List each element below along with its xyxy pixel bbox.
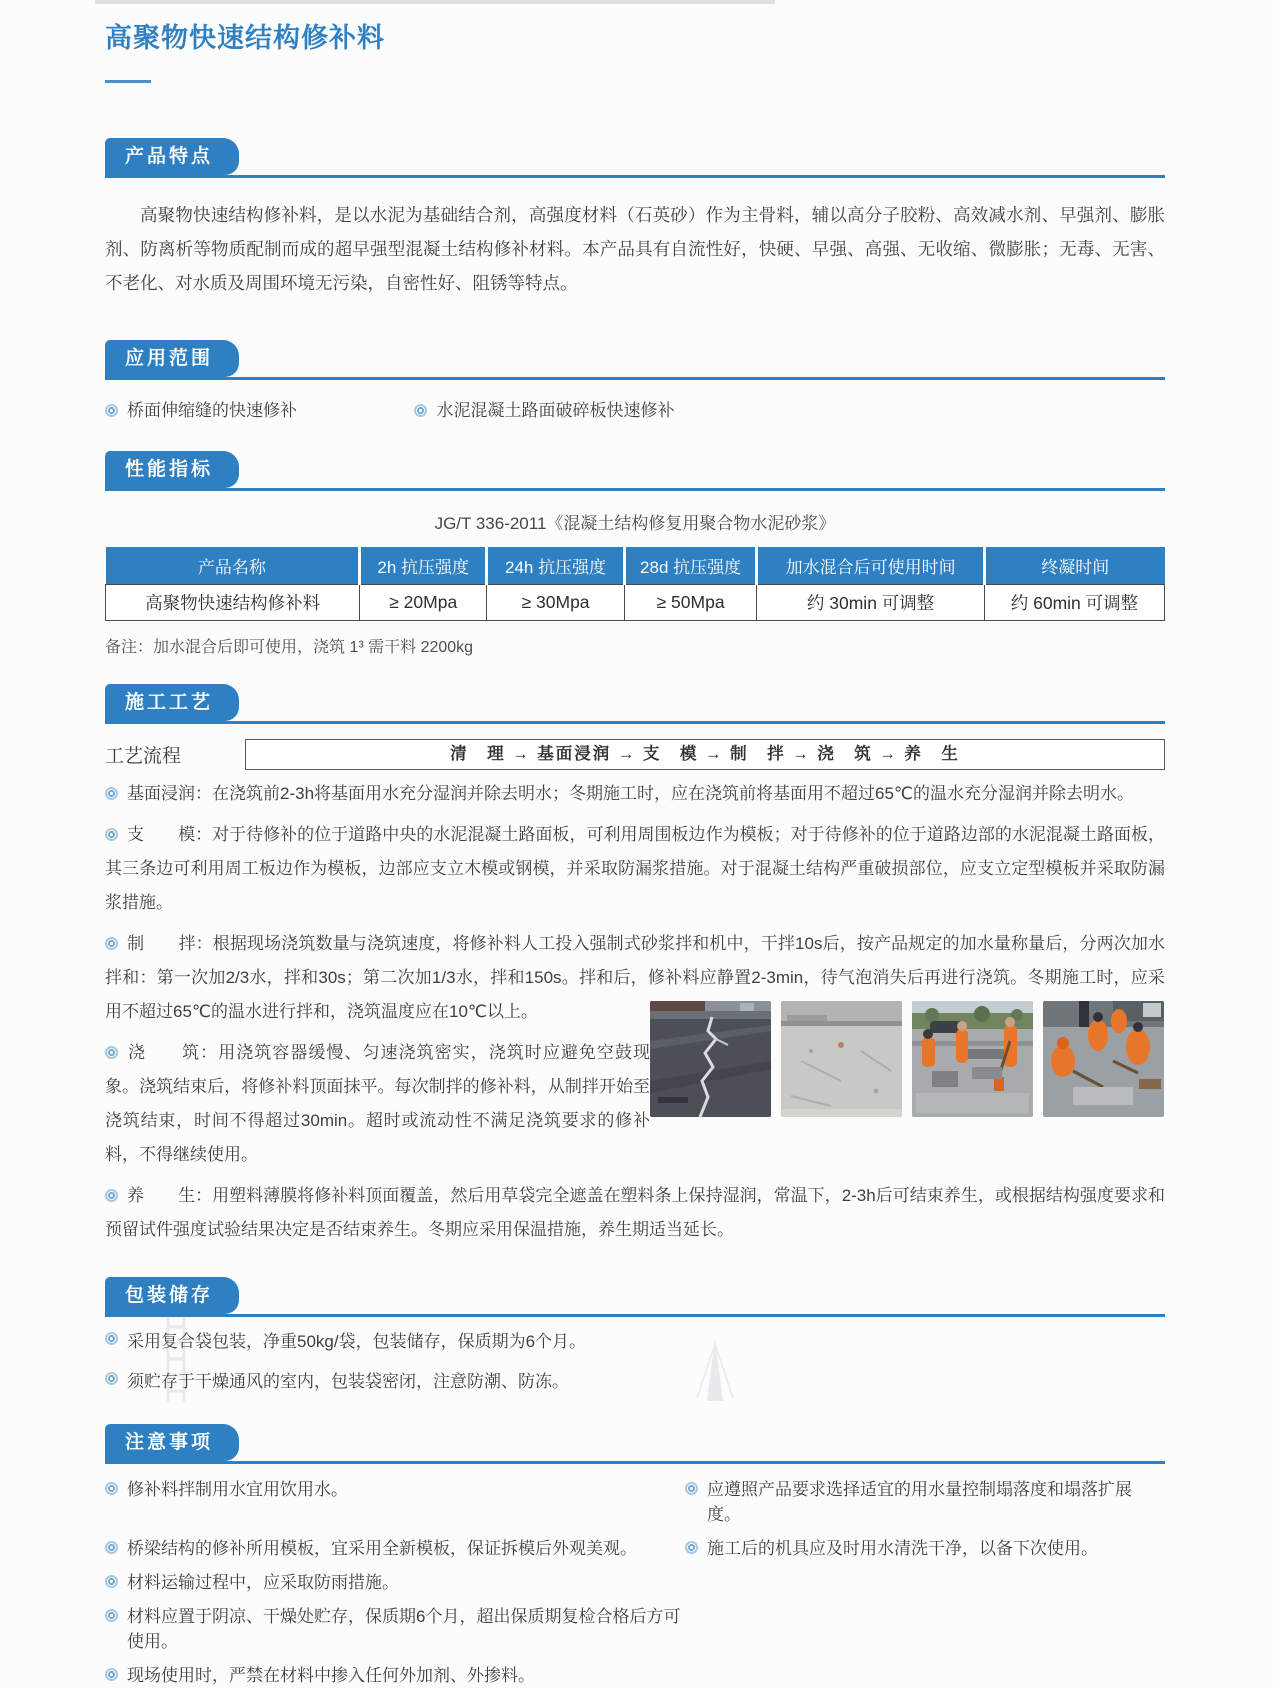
note-label: 桥梁结构的修补所用模板，宜采用全新模板，保证拆模后外观美观。 [127,1539,637,1558]
double-circle-bullet-icon [105,1332,118,1345]
photo-patch-casting-crew [1043,1001,1164,1117]
note-label: 应遵照产品要求选择适宜的用水量控制塌落度和塌落扩展度。 [707,1480,1132,1524]
application-item-label: 桥面伸缩缝的快速修补 [127,401,297,420]
note-label: 现场使用时，严禁在材料中掺入任何外加剂、外掺料。 [127,1666,535,1685]
list-item [105,1663,685,1688]
step-text: 养 生：用塑料薄膜将修补料顶面覆盖，然后用草袋完全遮盖在塑料条上保持湿润，常温下，2-3h后可结束养生，或根据结构强度要求和预留试件强度试验结果决定是否结束养生。冬期应采用保温措施，养生期适当延长。 [105,1186,1165,1239]
process-step [105,818,1165,920]
section-head-notes [105,1424,1165,1464]
flow-label: 工艺流程 [105,746,182,767]
double-circle-bullet-icon [105,1046,118,1059]
double-circle-bullet-icon [105,1668,118,1681]
list-item [105,1327,1165,1357]
list-item [105,1536,685,1561]
application-items [105,396,1165,421]
section-head-process [105,684,1165,724]
step-text: 浇 筑：用浇筑容器缓慢、匀速浇筑密实，浇筑时应避免空鼓现象。浇筑结束后，将修补料顶面抹平。每次制拌的修补料，从制拌开始至浇筑结束，时间不得超过30min。超时或流动性不满足浇筑要求的修补料，不得继续使用。 [105,1043,650,1164]
site-photo-strip [650,1001,1165,1117]
list-item [685,1536,1165,1561]
photo-concrete-surface [781,1001,902,1117]
note-label: 修补料拌制用水宜用饮用水。 [127,1480,348,1499]
process-step [105,777,1165,811]
table-header-row [106,547,1165,585]
table-header-cell: 24h 抗压强度 [487,547,625,585]
section-badge-performance: 性能指标 [105,451,239,488]
table-header-cell: 2h 抗压强度 [360,547,487,585]
section-badge-notes: 注意事项 [105,1424,239,1461]
table-footnote: 备注：加水混合后即可使用，浇筑 1³ 需干料 2200kg [105,639,474,656]
step-text: 制 拌：根据现场浇筑数量与浇筑速度，将修补料人工投入强制式砂浆拌和机中，干拌10s后，按产品规定的加水量称量后，分两次加水拌和：第一次加2/3水，拌和30s；第二次加1/3水，拌和150s。拌和后，修补料应静置2-3min，待气泡消失后再进行浇筑。冬期施工时，应采用不超过65℃的温水进行拌和，浇筑温度应在10℃以上。 [105,934,1165,1021]
step-text: 支 模：对于待修补的位于道路中央的水泥混凝土路面板，可利用周围板边作为模板；对于待修补的位于道路边部的水泥混凝土路面板，其三条边可利用周工板边作为模板，边部应支立木模或钢模，并采取防漏浆措施。对于混凝土结构严重破损部位，应支立定型模板并采取防漏浆措施。 [105,825,1165,912]
photo-road-repair-crew [912,1001,1033,1117]
double-circle-bullet-icon [105,1189,118,1202]
table-cell: 高聚物快速结构修补料 [106,585,360,621]
process-step [105,1179,1165,1247]
double-circle-bullet-icon [105,828,118,841]
table-row [106,585,1165,621]
section-badge-packaging: 包装储存 [105,1277,239,1314]
table-header-cell: 28d 抗压强度 [624,547,756,585]
table-header-cell: 终凝时间 [984,547,1164,585]
bridge-tower-watermark [150,1315,210,1401]
process-step [105,1036,650,1172]
step-and-photos-row [105,1029,1165,1172]
section-head-features [105,138,1165,178]
section-head-performance [105,451,1165,491]
section-head-packaging [105,1277,1165,1317]
list-item [685,1477,1165,1527]
packaging-items [105,1327,1165,1397]
table-cell: ≥ 30Mpa [487,585,625,621]
double-circle-bullet-icon [105,787,118,800]
table-header-cell: 产品名称 [106,547,360,585]
flow-diagram: 清 理 → 基面浸润 → 支 模 → 制 拌 → 浇 筑 → 养 生 [245,739,1165,770]
photo-cracked-pavement [650,1001,771,1117]
double-circle-bullet-icon [105,1541,118,1554]
table-header-cell: 加水混合后可使用时间 [757,547,985,585]
double-circle-bullet-icon [685,1541,698,1554]
list-item [105,1367,1165,1397]
list-item [105,1477,685,1527]
section-badge-features: 产品特点 [105,138,239,175]
list-item [105,396,410,421]
section-badge-application: 应用范围 [105,340,239,377]
bridge-pylon-watermark [695,1338,735,1401]
process-steps [105,777,1165,1247]
standard-reference: JG/T 336-2011《混凝土结构修复用聚合物水泥砂浆》 [434,514,836,533]
section-badge-process: 施工工艺 [105,684,239,721]
double-circle-bullet-icon [105,1575,118,1588]
note-label: 施工后的机具应及时用水清洗干净，以备下次使用。 [707,1539,1098,1558]
section-head-application [105,340,1165,380]
note-label: 材料运输过程中，应采取防雨措施。 [127,1573,399,1592]
double-circle-bullet-icon [105,1609,118,1622]
application-item-label: 水泥混凝土路面破碎板快速修补 [436,401,675,420]
table-cell: 约 60min 可调整 [984,585,1164,621]
process-flow-row [105,739,1165,770]
double-circle-bullet-icon [105,937,118,950]
packaging-item-label: 须贮存于干燥通风的室内，包装袋密闭，注意防潮、防冻。 [127,1372,569,1391]
packaging-item-label: 采用复合袋包装，净重50kg/袋，包装储存，保质期为6个月。 [127,1332,587,1351]
performance-table [105,547,1165,621]
list-item [105,1604,685,1654]
datasheet-page [105,0,1165,1688]
double-circle-bullet-icon [105,404,118,417]
double-circle-bullet-icon [414,404,427,417]
notes-list [105,1477,1165,1688]
features-paragraph: 高聚物快速结构修补料，是以水泥为基础结合剂，高强度材料（石英砂）作为主骨料，辅以高分子胶粉、高效减水剂、早强剂、膨胀剂、防离析等物质配制而成的超早强型混凝土结构修补材料。本产品具有自流性好，快硬、早强、高强、无收缩、微膨胀；无毒、无害、不老化、对水质及周围环境无污染，自密性好、阻锈等特点。 [105,205,1165,293]
step-column [105,1029,650,1172]
double-circle-bullet-icon [105,1372,118,1385]
table-cell: ≥ 50Mpa [624,585,756,621]
table-cell: 约 30min 可调整 [757,585,985,621]
table-cell: ≥ 20Mpa [360,585,487,621]
title-underline [105,80,151,83]
step-text: 基面浸润：在浇筑前2-3h将基面用水充分湿润并除去明水；冬期施工时，应在浇筑前将基面用不超过65℃的温水充分湿润并除去明水。 [127,784,1135,803]
double-circle-bullet-icon [685,1482,698,1495]
list-item [105,1570,685,1595]
page-title: 高聚物快速结构修补料 [105,23,385,53]
note-label: 材料应置于阴凉、干燥处贮存，保质期6个月，超出保质期复检合格后方可使用。 [127,1607,681,1651]
list-item [414,396,674,421]
double-circle-bullet-icon [105,1482,118,1495]
